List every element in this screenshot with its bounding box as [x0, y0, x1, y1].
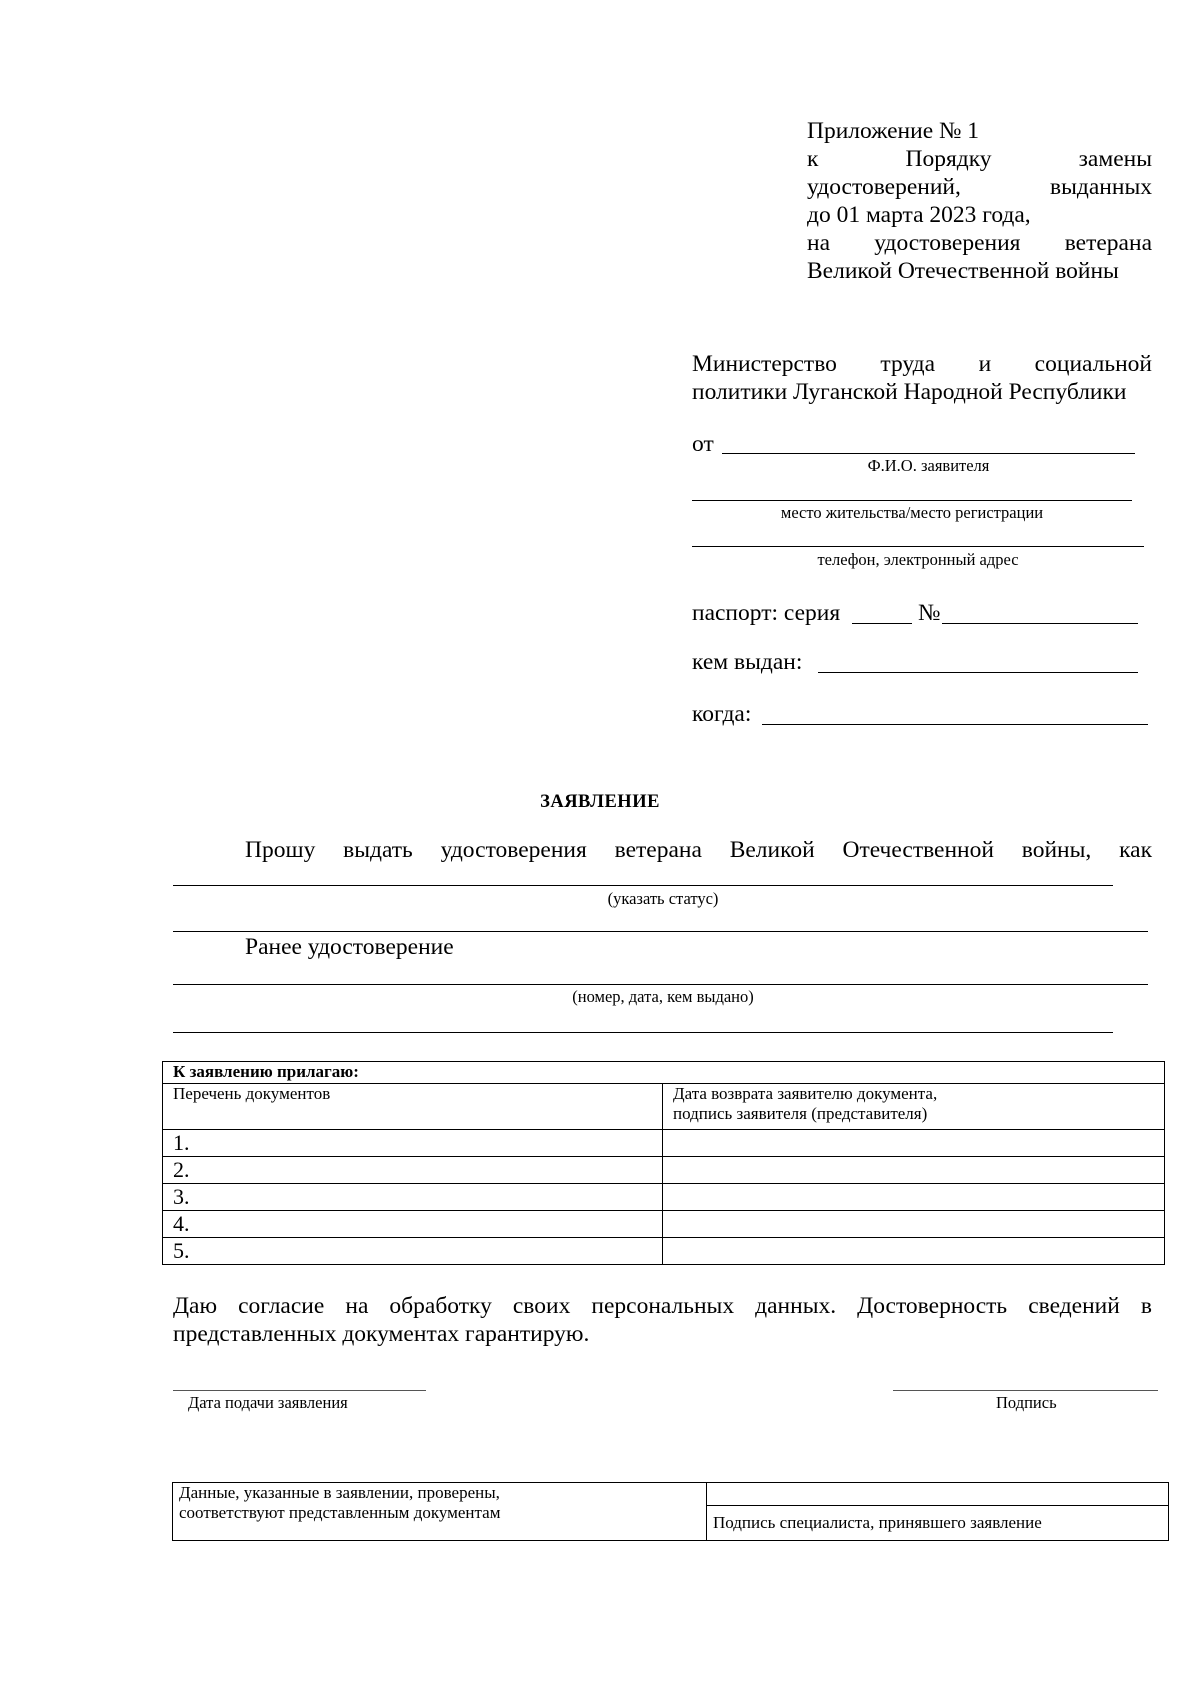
- status-field-line-2[interactable]: [173, 931, 1148, 932]
- consent-line-2: представленных документах гарантирую.: [173, 1321, 590, 1347]
- consent-line-1: Даю согласие на обработку своих персональных данных. Достоверность сведений в: [173, 1293, 1152, 1319]
- previous-label: Ранее удостоверение: [245, 934, 454, 960]
- issued-by-label: кем выдан:: [692, 649, 803, 675]
- row-number: 3.: [163, 1184, 663, 1211]
- passport-series-field[interactable]: [852, 623, 912, 624]
- attachments-columns-row: [163, 1084, 1165, 1130]
- col-return-header-line-1: Дата возврата заявителю документа,: [673, 1084, 938, 1103]
- table-row: [163, 1184, 1165, 1211]
- col-documents-header: Перечень документов: [163, 1084, 663, 1130]
- appendix-line-3: удостоверений, выданных: [807, 174, 1152, 200]
- previous-caption: (номер, дата, кем выдано): [572, 987, 754, 1006]
- row-return-cell[interactable]: [663, 1130, 1165, 1157]
- residence-caption: место жительства/место регистрации: [780, 503, 1044, 522]
- signature-field[interactable]: [893, 1390, 1158, 1391]
- row-number: 5.: [163, 1238, 663, 1265]
- passport-number-field[interactable]: [942, 623, 1138, 624]
- when-field[interactable]: [762, 724, 1148, 725]
- appendix-line-2: к Порядку замены: [807, 146, 1152, 172]
- appendix-line-4: до 01 марта 2023 года,: [807, 202, 1031, 228]
- row-number: 2.: [163, 1157, 663, 1184]
- row-return-cell[interactable]: [663, 1184, 1165, 1211]
- col-return-header: [663, 1084, 1165, 1130]
- row-return-cell[interactable]: [663, 1238, 1165, 1265]
- verification-text-line-1: Данные, указанные в заявлении, проверены,: [179, 1483, 500, 1502]
- passport-label: паспорт: серия: [692, 600, 841, 626]
- date-caption: Дата подачи заявления: [188, 1393, 348, 1412]
- appendix-line-1: Приложение № 1: [807, 118, 980, 144]
- table-row: [163, 1238, 1165, 1265]
- appendix-line-5: на удостоверения ветерана: [807, 230, 1152, 256]
- appendix-line-6: Великой Отечественной войны: [807, 258, 1119, 284]
- contact-caption: телефон, электронный адрес: [817, 550, 1019, 569]
- specialist-signature-field[interactable]: [707, 1483, 1169, 1506]
- table-row: [163, 1130, 1165, 1157]
- signature-caption: Подпись: [996, 1393, 1057, 1412]
- attachments-header-row: [163, 1062, 1165, 1084]
- verification-table: [172, 1482, 1169, 1541]
- residence-field[interactable]: [692, 500, 1132, 501]
- addressee-line-2: политики Луганской Народной Республики: [692, 379, 1127, 405]
- table-row: [163, 1157, 1165, 1184]
- fio-caption: Ф.И.О. заявителя: [867, 456, 990, 475]
- row-number: 1.: [163, 1130, 663, 1157]
- row-number: 4.: [163, 1211, 663, 1238]
- statement-title: ЗАЯВЛЕНИЕ: [540, 792, 660, 812]
- from-label: от: [692, 431, 714, 457]
- date-field[interactable]: [173, 1390, 426, 1391]
- previous-field[interactable]: [173, 984, 1148, 985]
- status-field[interactable]: [173, 885, 1113, 886]
- row-return-cell[interactable]: [663, 1157, 1165, 1184]
- attachments-table: [162, 1061, 1165, 1265]
- attachments-header: К заявлению прилагаю:: [163, 1062, 1165, 1084]
- request-text: Прошу выдать удостоверения ветерана Великой Отечественной войны, как: [245, 837, 1152, 863]
- contact-field[interactable]: [692, 546, 1144, 547]
- col-return-header-line-2: подпись заявителя (представителя): [673, 1104, 928, 1123]
- fio-field[interactable]: [722, 453, 1135, 454]
- table-row: [163, 1211, 1165, 1238]
- previous-field-line-2[interactable]: [173, 1032, 1113, 1033]
- when-label: когда:: [692, 701, 752, 727]
- verification-text-cell: [173, 1483, 707, 1541]
- status-caption: (указать статус): [607, 889, 719, 908]
- row-return-cell[interactable]: [663, 1211, 1165, 1238]
- verification-text-line-2: соответствуют представленным документам: [179, 1503, 501, 1522]
- issued-by-field[interactable]: [818, 672, 1138, 673]
- passport-number-label: №: [918, 600, 941, 626]
- specialist-signature-caption: Подпись специалиста, принявшего заявление: [707, 1506, 1169, 1541]
- addressee-line-1: Министерство труда и социальной: [692, 351, 1152, 377]
